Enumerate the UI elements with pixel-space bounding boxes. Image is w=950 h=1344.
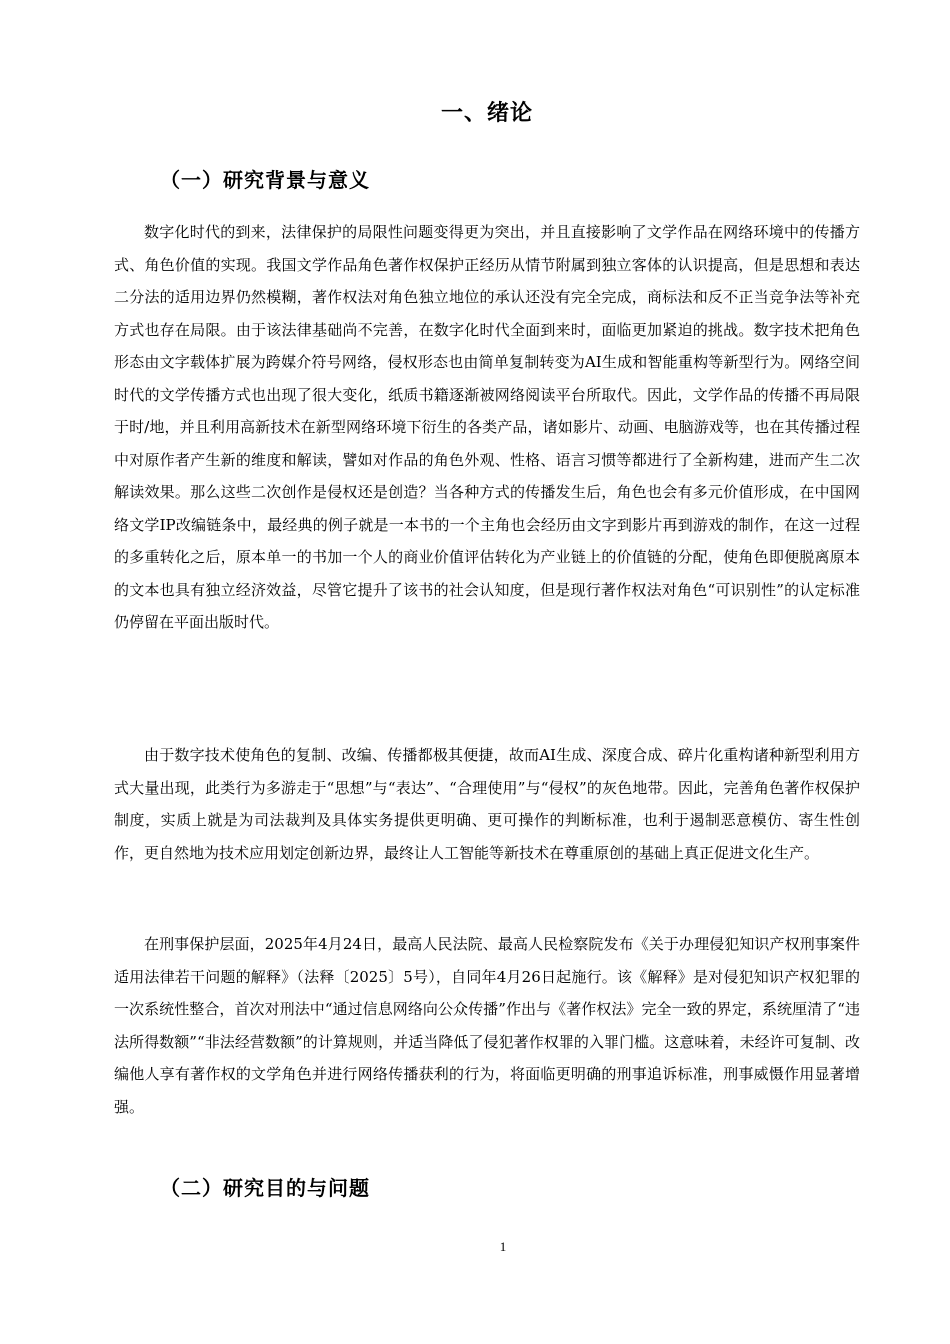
paragraph-2: 由于数字技术使角色的复制、改编、传播都极其便捷，故而AI生成、深度合成、碎片化重构诸种新型利用方式大量出现，此类行为多游走于“思想”与“表达”、“合理使用”与“侵权”的灰色地带。因此，完善角色著作权保护制度，实质上就是为司法裁判及具体实务提供更明确、更可操作的判断标准，也利于遏制恶意模仿、寄生性创作，更自然地为技术应用划定创新边界，最终让人工智能等新技术在尊重原创的基础上真正促进文化生产。 <box>114 746 860 862</box>
paragraph-1: 数字化时代的到来，法律保护的局限性问题变得更为突出，并且直接影响了文学作品在网络环境中的传播方式、角色价值的实现。我国文学作品角色著作权保护正经历从情节附属到独立客体的认识提高，但是思想和表达二分法的适用边界仍然模糊，著作权法对角色独立地位的承认还没有完全完成，商标法和反不正当竞争法等补充方式也存在局限。由于该法律基础尚不完善，在数字化时代全面到来时，面临更加紧迫的挑战。数字技术把角色形态由文字载体扩展为跨媒介符号网络，侵权形态也由简单复制转变为AI生成和智能重构等新型行为。网络空间时代的文学传播方式也出现了很大变化，纸质书籍逐渐被网络阅读平台所取代。因此，文学作品的传播不再局限于时/地，并且利用高新技术在新型网络环境下衍生的各类产品，诸如影片、动画、电脑游戏等，也在其传播过程中对原作者产生新的维度和解读，譬如对作品的角色外观、性格、语言习惯等都进行了全新构建，进而产生二次解读效果。那么这些二次创作是侵权还是创造？当各种方式的传播发生后，角色也会有多元价值形成，在中国网络文学IP改编链条中，最经典的例子就是一本书的一个主角也会经历由文字到影片再到游戏的制作，在这一过程的多重转化之后，原本单一的书加一个人的商业价值评估转化为产业链上的价值链的分配，使角色即便脱离原本的文本也具有独立经济效益，尽管它提升了该书的社会认知度，但是现行著作权法对角色“可识别性”的认定标准仍停留在平面出版时代。 <box>114 223 860 631</box>
paragraph-3: 在刑事保护层面，2025年4月24日，最高人民法院、最高人民检察院发布《关于办理侵犯知识产权刑事案件适用法律若干问题的解释》（法释〔2025〕5号），自同年4月26日起施行。该《解释》是对侵犯知识产权犯罪的一次系统性整合，首次对刑法中“通过信息网络向公众传播”作出与《著作权法》完全一致的界定，系统厘清了“违法所得数额”“非法经营数额”的计算规则，并适当降低了侵犯著作权罪的入罪门槛。这意味着，未经许可复制、改编他人享有著作权的文学角色并进行网络传播获利的行为，将面临更明确的刑事追诉标准，刑事威慑作用显著增强。 <box>114 935 860 1116</box>
section-title-background: （一）研究背景与意义 <box>160 168 370 192</box>
section-title-purpose: （二）研究目的与问题 <box>160 1176 370 1200</box>
chapter-title: 一、绪论 <box>440 101 533 126</box>
page-number: 1 <box>499 1239 507 1254</box>
